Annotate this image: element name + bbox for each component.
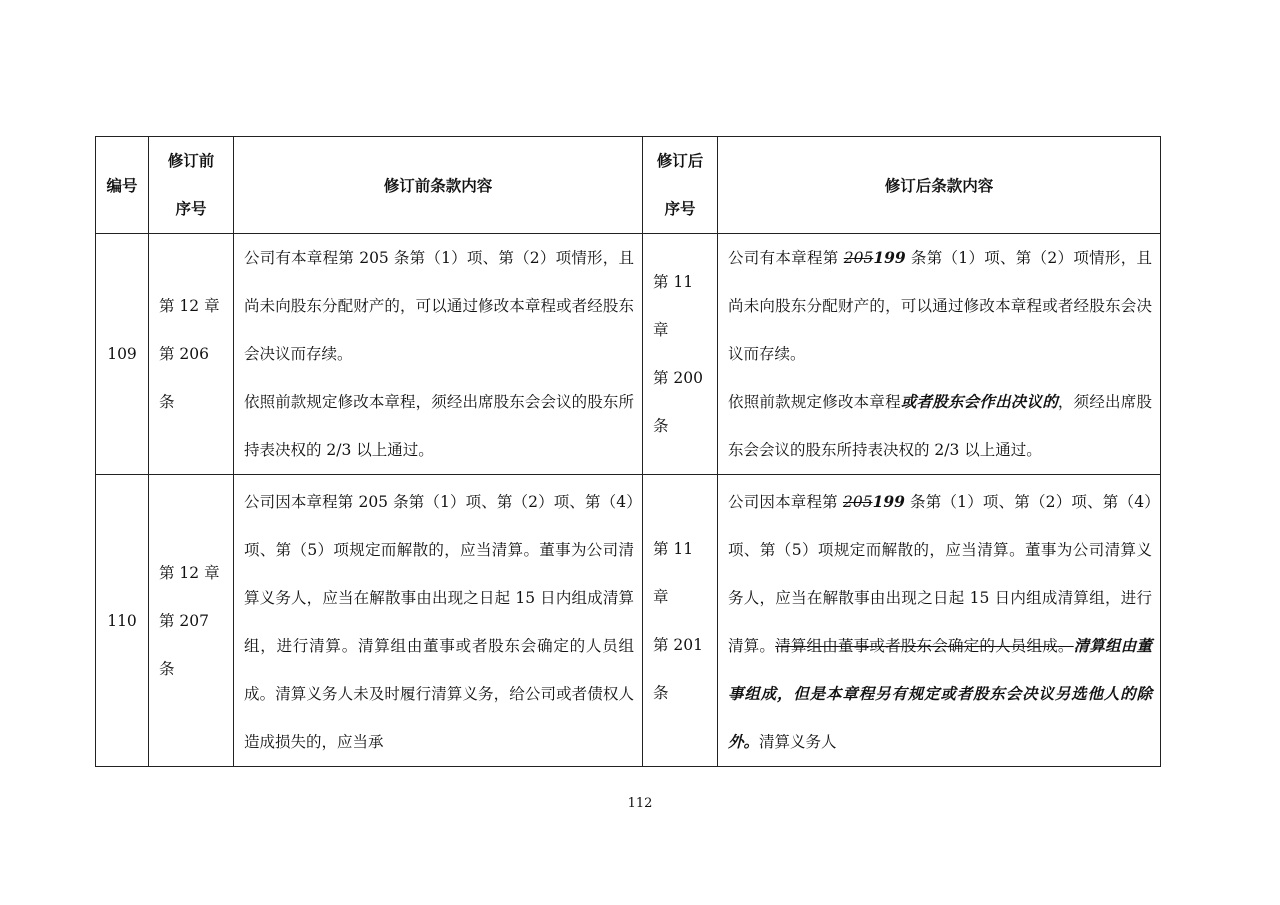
header-after-content: 修订后条款内容	[718, 137, 1161, 234]
before-seq-cell	[149, 234, 234, 475]
row-number: 109	[96, 234, 149, 475]
text-segment: 条第（1）项、第（2）项情形，且尚未向股东分配财产的，可以通过修改本章程或者经股东会决议而存续。	[728, 249, 1152, 363]
row-number: 110	[96, 475, 149, 767]
text-segment: 公司有本章程第	[728, 249, 844, 267]
deleted-text-segment: 清算组由董事或者股东会确定的人员组成。	[775, 637, 1074, 655]
before-seq-line: 条	[159, 659, 175, 678]
after-seq-cell	[643, 234, 718, 475]
before-content-paragraph: 依照前款规定修改本章程，须经出席股东会会议的股东所持表决权的 2/3 以上通过。	[244, 393, 634, 459]
page-number: 112	[627, 796, 653, 811]
before-seq-line: 第 12 章	[159, 297, 220, 315]
inserted-text-segment: 清算组由董事组成，但是本章程另有规定或者股东会决议另选他人的除外。	[728, 636, 1152, 751]
after-seq-line: 章	[653, 587, 669, 606]
before-seq-line: 第 207	[159, 611, 210, 630]
after-content-paragraph	[728, 234, 1152, 378]
before-content-cell	[234, 475, 643, 767]
inserted-text-segment: 或者股东会作出决议的	[900, 392, 1058, 411]
text-segment: ，须经出席股东会会议的股东所持表决权的 2/3 以上通过。	[728, 393, 1152, 459]
header-before-content: 修订前条款内容	[234, 137, 643, 234]
header-after-seq	[643, 137, 718, 234]
after-seq-line: 条	[653, 683, 669, 702]
after-seq-line: 条	[653, 417, 669, 435]
after-seq-line: 第 201	[653, 635, 704, 654]
before-seq-line: 条	[159, 393, 175, 411]
before-seq-line: 第 12 章	[159, 563, 220, 582]
text-segment: 依照前款规定修改本章程	[728, 393, 901, 411]
after-seq-line: 第 200	[653, 369, 704, 387]
inserted-text-segment: 199	[873, 248, 906, 267]
header-before-seq-line2: 序号	[175, 199, 207, 218]
after-seq-line: 章	[653, 321, 669, 339]
deleted-text-segment: 205	[843, 249, 874, 267]
before-seq-line: 第 206	[159, 345, 210, 363]
table-row	[96, 475, 1161, 767]
after-content-cell	[718, 234, 1161, 475]
after-content-cell	[718, 475, 1161, 767]
table-row	[96, 234, 1161, 475]
after-content-paragraph	[728, 478, 1152, 766]
header-after-seq-line1: 修订后	[656, 151, 704, 170]
after-content-paragraph	[728, 378, 1152, 474]
text-segment: 清算义务人	[759, 733, 837, 751]
text-segment: 公司因本章程第	[728, 493, 843, 511]
before-content-cell	[234, 234, 643, 475]
inserted-text-segment: 199	[872, 492, 905, 511]
header-before-seq	[149, 137, 234, 234]
after-seq-line: 第 11	[653, 273, 694, 291]
text-segment: 条第（1）项、第（2）项、第（4）项、第（5）项规定而解散的，应当清算。董事为公司清算义务人，应当在解散事由出现之日起 15 日内组成清算组，进行清算。	[728, 493, 1152, 655]
before-content-paragraph: 公司有本章程第 205 条第（1）项、第（2）项情形，且尚未向股东分配财产的，可以通过修改本章程或者经股东会决议而存续。	[244, 249, 634, 363]
after-seq-line: 第 11	[653, 539, 694, 558]
revision-table-container	[95, 136, 1160, 767]
header-number: 编号	[96, 137, 149, 234]
table-header-row	[96, 137, 1161, 234]
revision-table	[95, 136, 1161, 767]
header-after-seq-line2: 序号	[664, 199, 696, 218]
deleted-text-segment: 205	[842, 493, 873, 511]
before-seq-cell	[149, 475, 234, 767]
before-content-paragraph: 公司因本章程第 205 条第（1）项、第（2）项、第（4）项、第（5）项规定而解散的，应当清算。董事为公司清算义务人，应当在解散事由出现之日起 15 日内组成清算组，进行清算。清算组由董事或者股东会确定的人员组成。清算义务人未及时履行清算义务，给公司或者债权人造成损失的，应当承	[244, 493, 634, 751]
after-seq-cell	[643, 475, 718, 767]
header-before-seq-line1: 修订前	[167, 151, 215, 170]
